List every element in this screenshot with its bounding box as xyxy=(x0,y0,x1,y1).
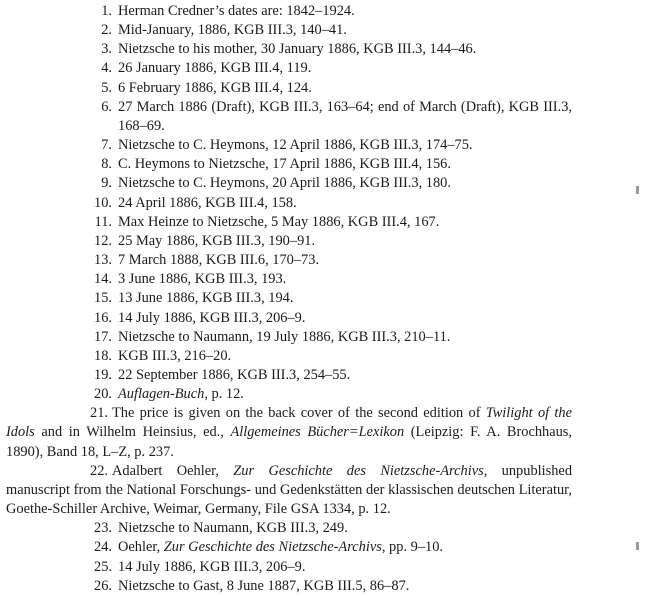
endnote xyxy=(6,59,572,78)
endnote-text: Herman Credner’s dates are: 1842–1924. xyxy=(118,3,355,19)
endnote-number: 14. xyxy=(94,271,112,288)
endnote-text: , p. 12. xyxy=(204,386,244,403)
endnote-text: Nietzsche to Naumann, 19 July 1886, KGB III.3, 210–11. xyxy=(118,328,451,345)
endnote-text: 7 March 1888, KGB III.6, 170–73. xyxy=(118,252,320,269)
endnote-title-italic: Auflagen-Buch xyxy=(118,386,205,403)
endnote-number: 8. xyxy=(101,156,112,173)
endnote-number: 13. xyxy=(94,252,112,269)
endnote-number: 5. xyxy=(101,79,112,96)
endnote xyxy=(6,21,572,40)
endnote-text: , unpublished manuscript from the National Forschungs- und Gedenkstätten der klassischen deutschen Literatur, Goethe-Schiller Archive, Weimar, Germany, File GSA 1334, p. 12. xyxy=(6,462,573,518)
endnote-title-italic: Zur Geschichte des Nietzsche-Archivs xyxy=(163,539,382,556)
endnote-text: C. Heymons to Nietzsche, 17 April 1886, KGB III.4, 156. xyxy=(118,156,451,173)
endnote-text: The price is given on the back cover of the second edition of xyxy=(112,405,486,422)
endnote-title-italic: Zur Geschichte des Nietzsche-Archivs xyxy=(233,462,484,479)
endnote-number: 6. xyxy=(101,98,112,115)
scan-mark xyxy=(636,186,639,194)
endnote xyxy=(6,309,572,328)
endnote-text: 24 April 1886, KGB III.4, 158. xyxy=(118,194,297,211)
endnote-title-italic: Allgemeines Bücher=Lexikon xyxy=(230,424,405,441)
endnote-text: Nietzsche to Naumann, KGB III.3, 249. xyxy=(118,520,348,537)
endnote-number: 16. xyxy=(94,309,112,326)
endnote-text: (Leipzig: F. A. Brochhaus, 1890), Band 18, L–Z, p. 237. xyxy=(6,424,573,460)
endnote-number: 11. xyxy=(94,213,112,230)
endnote-text: 3 June 1886, KGB III.3, 193. xyxy=(118,271,287,288)
endnote xyxy=(6,232,572,251)
endnote-text: 13 June 1886, KGB III.3, 194. xyxy=(118,290,294,307)
endnote-number: 21. xyxy=(90,405,108,422)
endnote-text: Mid-January, 1886, KGB III.3, 140–41. xyxy=(118,22,347,39)
endnote xyxy=(6,385,572,404)
endnote-text: 25 May 1886, KGB III.3, 190–91. xyxy=(118,232,316,249)
endnote xyxy=(6,558,572,577)
endnote-text: 14 July 1886, KGB III.3, 206–9. xyxy=(118,309,306,326)
endnote-number: 22. xyxy=(90,462,108,479)
endnote-text: Nietzsche to C. Heymons, 12 April 1886, KGB III.3, 174–75. xyxy=(118,137,473,154)
endnote xyxy=(6,98,572,136)
endnote-text: , pp. 9–10. xyxy=(381,539,444,556)
endnote-text: Nietzsche to Gast, 8 June 1887, KGB III.5, 86–87. xyxy=(118,577,410,594)
endnote-text: KGB III.3, 216–20. xyxy=(118,347,232,364)
endnote xyxy=(6,328,572,347)
endnote xyxy=(6,577,572,596)
endnote xyxy=(6,519,572,538)
endnote-text: 6 February 1886, KGB III.4, 124. xyxy=(118,79,312,96)
endnote xyxy=(6,136,572,155)
endnote-text: Nietzsche to C. Heymons, 20 April 1886, KGB III.3, 180. xyxy=(118,175,451,192)
endnote xyxy=(6,251,572,270)
endnote xyxy=(6,213,572,232)
endnote xyxy=(6,538,572,557)
endnote-number: 26. xyxy=(94,577,112,594)
endnote-number: 18. xyxy=(94,347,112,364)
endnote xyxy=(6,155,572,174)
endnote xyxy=(6,174,572,193)
endnote-number: 24. xyxy=(94,539,112,556)
endnote xyxy=(6,79,572,98)
endnote-text: Nietzsche to his mother, 30 January 1886, KGB III.3, 144–46. xyxy=(118,41,477,58)
endnote-number: 17. xyxy=(94,328,112,345)
endnote xyxy=(6,40,572,59)
endnote-number: 7. xyxy=(101,137,112,154)
endnote-number: 15. xyxy=(94,290,112,307)
endnote xyxy=(6,347,572,366)
endnote-number: 9. xyxy=(101,175,112,192)
endnote-number: 25. xyxy=(94,558,112,575)
endnotes-list xyxy=(6,2,572,596)
endnote-number: 1. xyxy=(101,3,112,19)
endnote xyxy=(6,2,572,21)
scan-mark xyxy=(636,542,639,550)
endnote-number: 12. xyxy=(94,232,112,249)
endnote-text: 27 March 1886 (Draft), KGB III.3, 163–64; end of March (Draft), KGB III.3, 168–69. xyxy=(118,98,572,134)
endnote xyxy=(6,366,572,385)
endnote-number: 3. xyxy=(101,41,112,58)
endnote-number: 2. xyxy=(101,22,112,39)
endnote-text: Max Heinze to Nietzsche, 5 May 1886, KGB III.4, 167. xyxy=(118,213,440,230)
endnote-title-italic: Twilight of the Idols xyxy=(6,405,572,441)
endnote-text: Oehler, xyxy=(118,539,164,556)
endnote-number: 19. xyxy=(94,366,112,383)
endnote xyxy=(6,194,572,213)
endnote-text: 22 September 1886, KGB III.3, 254–55. xyxy=(118,366,351,383)
endnote-number: 10. xyxy=(94,194,112,211)
endnote xyxy=(6,404,572,461)
endnote-text: 14 July 1886, KGB III.3, 206–9. xyxy=(118,558,306,575)
endnote xyxy=(6,462,572,519)
endnote-number: 4. xyxy=(101,60,112,77)
endnote-number: 23. xyxy=(94,520,112,537)
endnote xyxy=(6,270,572,289)
endnote-text: 26 January 1886, KGB III.4, 119. xyxy=(118,60,312,77)
endnote-text: and in Wilhelm Heinsius, ed., xyxy=(34,424,231,441)
endnote-number: 20. xyxy=(94,386,112,403)
endnote xyxy=(6,289,572,308)
endnote-text: Adalbert Oehler, xyxy=(112,462,234,479)
